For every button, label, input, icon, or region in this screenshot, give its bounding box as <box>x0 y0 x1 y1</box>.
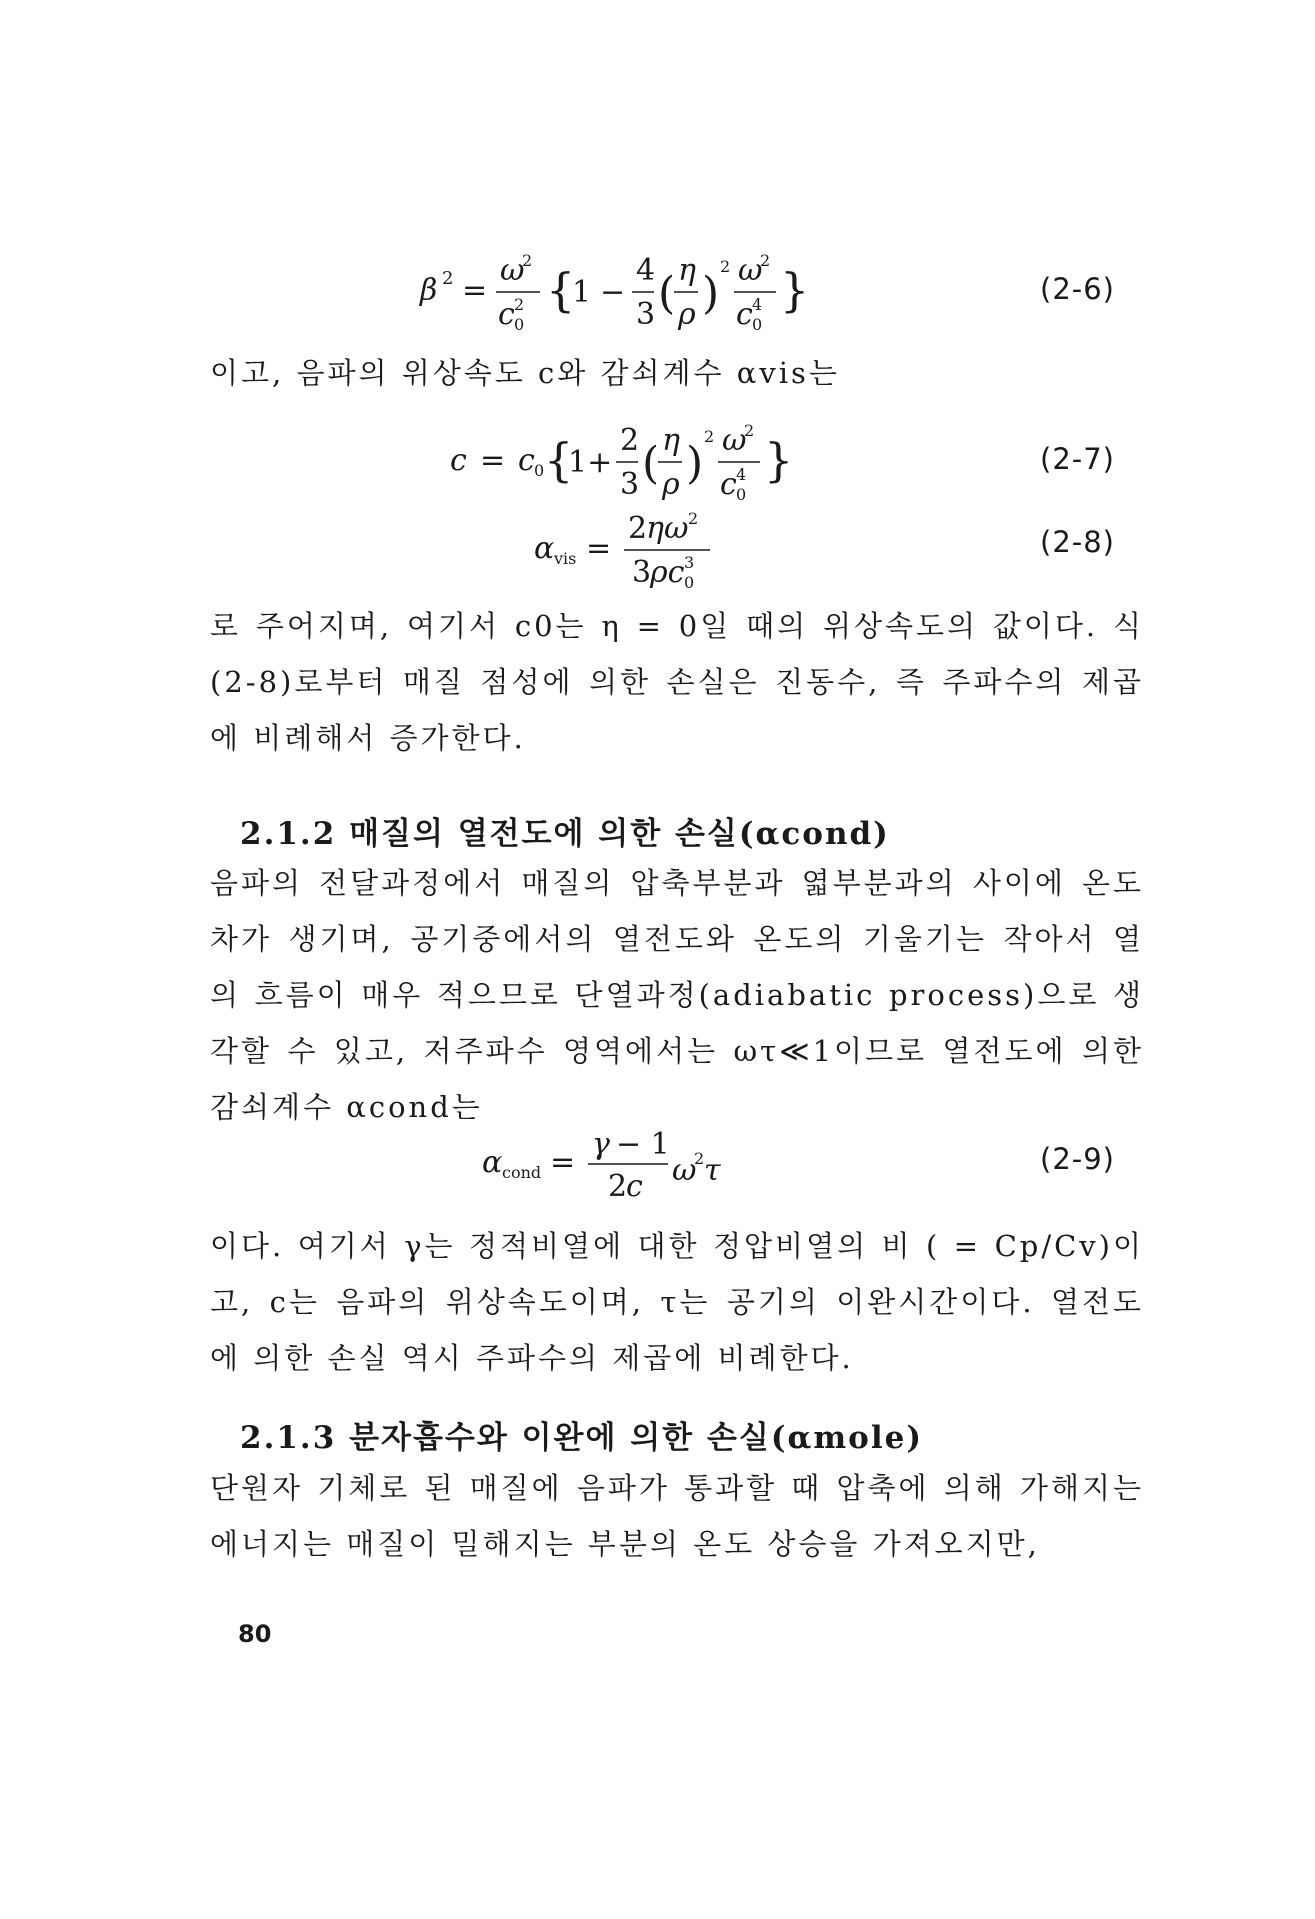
svg-text:}: } <box>764 433 794 487</box>
svg-text:2: 2 <box>522 251 533 270</box>
section-heading-2-1-3: 2.1.3 분자흡수와 이완에 의한 손실(αmole) <box>240 1420 923 1456</box>
svg-text:(: ( <box>658 268 676 319</box>
svg-text:=: = <box>480 443 506 478</box>
page-number: 80 <box>238 1620 272 1648</box>
paragraph-5-text: 단원자 기체로 된 매질에 음파가 통과할 때 압축에 의해 가해지는 에너지는 매질이 밀해지는 부분의 온도 상승을 가져오지만, <box>210 1471 1144 1561</box>
svg-text:ηω: ηω <box>646 511 689 546</box>
svg-text:− 1: − 1 <box>616 1127 670 1162</box>
svg-text:2: 2 <box>628 511 648 546</box>
svg-text:}: } <box>780 263 810 317</box>
svg-text:4: 4 <box>736 465 747 484</box>
svg-text:2: 2 <box>744 421 755 440</box>
svg-text:2: 2 <box>442 268 454 289</box>
svg-text:4: 4 <box>752 295 763 314</box>
paragraph-4-text: 이다. 여기서 γ는 정적비열에 대한 정압비열의 비 ( = Cp/Cv)이고, c는 음파의 위상속도이며, τ는 공기의 이완시간이다. 열전도에 의한 손실 역시 주파수의 제곱에 비례한다. <box>210 1229 1144 1375</box>
svg-text:c: c <box>498 297 515 332</box>
svg-text:β: β <box>420 273 438 308</box>
equation-2-9 <box>380 1120 900 1230</box>
svg-text:0: 0 <box>534 461 545 480</box>
svg-text:ρc: ρc <box>650 555 685 590</box>
svg-text:0: 0 <box>752 315 763 334</box>
equation-number-2-8: (2-8) <box>1040 525 1115 559</box>
svg-text:3: 3 <box>684 553 695 572</box>
svg-text:c: c <box>518 443 535 478</box>
svg-text:α: α <box>534 531 555 566</box>
svg-text:2: 2 <box>514 295 525 314</box>
equation-number-2-6: (2-6) <box>1040 272 1115 306</box>
svg-text:(: ( <box>642 438 660 489</box>
svg-text:c: c <box>450 443 467 478</box>
svg-text:ω: ω <box>722 423 747 458</box>
equation-2-6-graphic <box>380 232 900 342</box>
svg-text:2: 2 <box>688 509 699 528</box>
svg-text:0: 0 <box>514 315 525 334</box>
svg-text:3: 3 <box>636 297 656 332</box>
svg-text:3: 3 <box>620 467 640 502</box>
equation-2-6 <box>380 232 900 342</box>
paragraph-3-text: 음파의 전달과정에서 매질의 압축부분과 엷부분과의 사이에 온도차가 생기며, 공기중에서의 열전도와 온도의 기울기는 작아서 열의 흐름이 매우 적으므로 단열과정(adiabatic process)으로 생각할 수 있고, 저주파수 영역에서는 ωτ≪1이므로 열전도에 의한 감쇠계수 αcond는 <box>210 866 1144 1124</box>
svg-text:3: 3 <box>632 555 652 590</box>
svg-text:0: 0 <box>684 573 695 592</box>
paragraph-4 <box>210 1218 1144 1386</box>
svg-text:2: 2 <box>694 1149 705 1168</box>
svg-text:c: c <box>720 467 737 502</box>
paragraph-2 <box>210 598 1144 766</box>
svg-text:1+: 1+ <box>568 445 613 480</box>
svg-text:γ: γ <box>592 1127 610 1162</box>
svg-text:cond: cond <box>502 1163 542 1182</box>
svg-text:τ: τ <box>704 1153 721 1188</box>
svg-text:c: c <box>626 1169 643 1204</box>
svg-text:1: 1 <box>572 275 592 310</box>
svg-text:c: c <box>736 297 753 332</box>
svg-text:ω: ω <box>500 253 525 288</box>
svg-text:2: 2 <box>608 1169 628 1204</box>
paragraph-1 <box>210 345 1144 401</box>
paragraph-2-text: 로 주어지며, 여기서 c0는 η = 0일 때의 위상속도의 값이다. 식(2-8)로부터 매질 점성에 의한 손실은 진동수, 즉 주파수의 제곱에 비례해서 증가한다. <box>210 609 1144 755</box>
equation-2-8-graphic <box>380 500 900 590</box>
svg-text:η: η <box>662 423 680 458</box>
section-heading-2-1-2: 2.1.2 매질의 열전도에 의한 손실(αcond) <box>240 816 890 852</box>
svg-text:{: { <box>544 433 574 487</box>
svg-text:2: 2 <box>720 257 731 276</box>
svg-text:ρ: ρ <box>678 297 696 332</box>
svg-text:): ) <box>702 268 720 319</box>
svg-text:2: 2 <box>704 427 715 446</box>
equation-2-8 <box>380 500 900 610</box>
paragraph-1-text: 이고, 음파의 위상속도 c와 감쇠계수 αvis는 <box>210 356 840 390</box>
equation-number-2-9: (2-9) <box>1040 1142 1115 1176</box>
svg-text:ω: ω <box>672 1153 697 1188</box>
svg-text:ω: ω <box>738 253 763 288</box>
equation-2-9-graphic <box>380 1120 900 1210</box>
svg-text:η: η <box>678 253 696 288</box>
svg-text:vis: vis <box>554 549 577 568</box>
svg-text:2: 2 <box>760 251 771 270</box>
svg-text:−: − <box>600 275 626 310</box>
svg-text:2: 2 <box>620 423 640 458</box>
equation-number-2-7: (2-7) <box>1040 442 1115 476</box>
svg-text:α: α <box>482 1145 503 1180</box>
svg-text:=: = <box>462 273 488 308</box>
svg-text:=: = <box>586 531 612 566</box>
svg-text:0: 0 <box>736 485 747 504</box>
equation-2-7-graphic <box>380 408 900 508</box>
paragraph-5 <box>210 1460 1144 1572</box>
paragraph-3 <box>210 855 1144 1135</box>
svg-text:4: 4 <box>636 253 656 288</box>
svg-text:{: { <box>546 263 576 317</box>
svg-text:=: = <box>550 1145 576 1180</box>
svg-text:ρ: ρ <box>662 467 680 502</box>
svg-text:): ) <box>686 438 704 489</box>
